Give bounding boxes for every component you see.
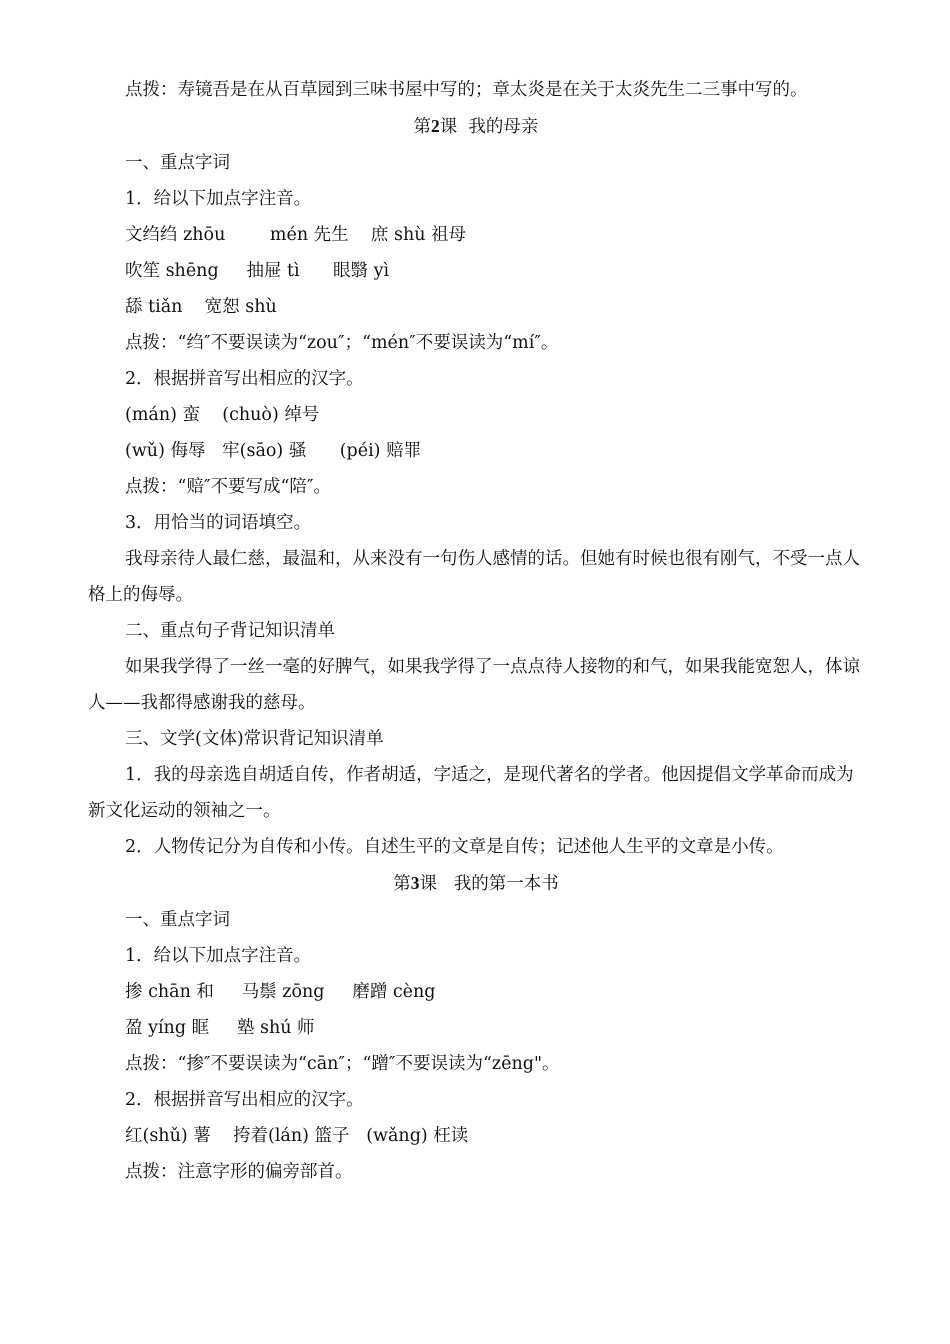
lesson3-q1-line2: 盈 yíng 眶 塾 shú 师: [125, 1018, 315, 1038]
lesson2-q2-tip: 点拨：“赔″不要写成“陪″。: [125, 477, 331, 497]
lesson2-section3-item1: 1．我的母亲选自胡适自传，作者胡适，字适之，是现代著名的学者。他因提倡文学革命而成为新文化运动的领袖之一。: [88, 765, 854, 821]
lesson2-q3-text: 我母亲待人最仁慈，最温和，从来没有一句伤人感情的话。但她有时候也很有刚气，不受一点人格上的侮辱。: [88, 549, 860, 605]
document-page: [88, 72, 864, 1190]
lesson2-section2-text: 如果我学得了一丝一毫的好脾气，如果我学得了一点点待人接物的和气，如果我能宽恕人，体谅人——我都得感谢我的慈母。: [88, 657, 860, 713]
lesson2-q2-line1: (mán) 蛮 (chuò) 绰号: [125, 405, 320, 425]
lesson2-section2-heading: 二、重点句子背记知识清单: [125, 621, 335, 641]
lesson1-tip: 点拨：寿镜吾是在从百草园到三味书屋中写的；章太炎是在关于太炎先生二三事中写的。: [125, 80, 808, 100]
lesson3-q2-tip: 点拨：注意字形的偏旁部首。: [125, 1162, 353, 1182]
lesson3-q2-line1: 红(shǔ) 薯 挎着(lán) 篮子 (wǎng) 枉读: [125, 1126, 469, 1146]
lesson2-title: 第2课 我的母亲: [413, 116, 539, 137]
lesson2-q1-line3: 舔 tiǎn 宽恕 shù: [125, 297, 277, 317]
lesson3-q1-tip: 点拨：“掺″不要误读为“cān″；“蹭″不要误读为“zēng"。: [125, 1054, 560, 1074]
lesson2-q2-line2: (wǔ) 侮辱 牢(sāo) 骚 (péi) 赔罪: [125, 441, 422, 461]
lesson2-section1-heading: 一、重点字词: [125, 153, 230, 173]
lesson2-q1-line2: 吹笙 shēng 抽屉 tì 眼翳 yì: [125, 261, 390, 281]
lesson3-q1-line1: 掺 chān 和 马鬃 zōng 磨蹭 cèng: [125, 982, 436, 1002]
lesson2-section3-item2: 2．人物传记分为自传和小传。自述生平的文章是自传；记述他人生平的文章是小传。: [125, 837, 784, 857]
lesson3-q2: 2．根据拼音写出相应的汉字。: [125, 1090, 364, 1110]
lesson2-q1-tip: 点拨：“绉″不要误读为“zou″；“mén″不要误读为“mí″。: [125, 333, 559, 353]
lesson3-section1-heading: 一、重点字词: [125, 910, 230, 930]
lesson2-section3-heading: 三、文学(文体)常识背记知识清单: [125, 729, 384, 749]
lesson3-q1: 1．给以下加点字注音。: [125, 946, 312, 966]
lesson2-q1: 1．给以下加点字注音。: [125, 189, 312, 209]
lesson2-q2: 2．根据拼音写出相应的汉字。: [125, 369, 364, 389]
lesson2-q3: 3．用恰当的词语填空。: [125, 513, 312, 533]
lesson2-q1-line1: 文绉绉 zhōu mén 先生 庶 shù 祖母: [125, 225, 467, 245]
lesson3-title: 第3课 我的第一本书: [393, 873, 559, 894]
